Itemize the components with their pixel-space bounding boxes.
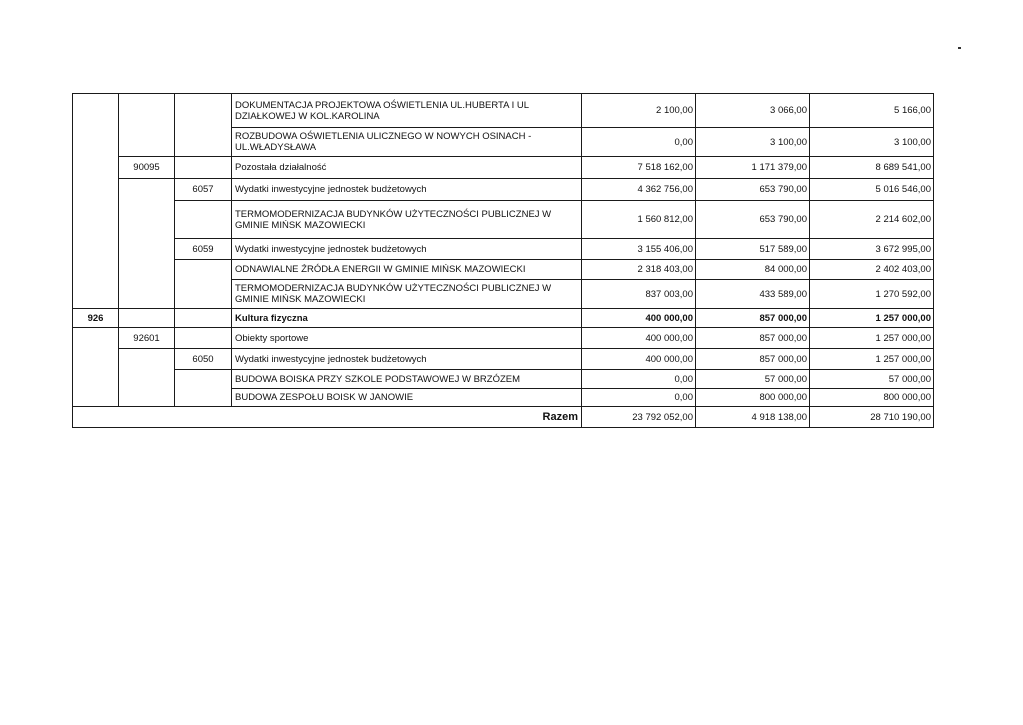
table-row xyxy=(73,239,934,260)
amount-change-cell: 857 000,00 xyxy=(696,328,810,349)
dzial-cell xyxy=(73,260,119,280)
rozdzial-cell xyxy=(119,128,175,157)
description-cell: Wydatki inwestycyjne jednostek budżetowych xyxy=(232,239,582,260)
rozdzial-cell xyxy=(119,349,175,370)
amount-change-cell: 653 790,00 xyxy=(696,179,810,201)
total-change-cell: 4 918 138,00 xyxy=(696,407,810,428)
amount-after-cell: 1 257 000,00 xyxy=(810,328,934,349)
table-row xyxy=(73,260,934,280)
paragraf-cell xyxy=(175,128,232,157)
total-plan-cell: 23 792 052,00 xyxy=(582,407,696,428)
dzial-cell xyxy=(73,128,119,157)
amount-change-cell: 857 000,00 xyxy=(696,349,810,370)
rozdzial-cell: 92601 xyxy=(119,328,175,349)
description-cell: ROZBUDOWA OŚWIETLENIA ULICZNEGO W NOWYCH OSINACH - UL.WŁADYSŁAWA xyxy=(232,128,582,157)
amount-after-cell: 3 672 995,00 xyxy=(810,239,934,260)
amount-plan-cell: 400 000,00 xyxy=(582,328,696,349)
description-cell: ODNAWIALNE ŹRÓDŁA ENERGII W GMINIE MIŃSK MAZOWIECKI xyxy=(232,260,582,280)
amount-after-cell: 2 214 602,00 xyxy=(810,201,934,239)
dzial-cell xyxy=(73,349,119,370)
description-cell: Wydatki inwestycyjne jednostek budżetowych xyxy=(232,179,582,201)
rozdzial-cell: 90095 xyxy=(119,157,175,179)
paragraf-cell xyxy=(175,280,232,309)
amount-change-cell: 84 000,00 xyxy=(696,260,810,280)
amount-plan-cell: 2 318 403,00 xyxy=(582,260,696,280)
description-cell: BUDOWA ZESPOŁU BOISK W JANOWIE xyxy=(232,389,582,407)
paragraf-cell xyxy=(175,157,232,179)
amount-after-cell: 1 270 592,00 xyxy=(810,280,934,309)
amount-after-cell: 1 257 000,00 xyxy=(810,309,934,328)
rozdzial-cell xyxy=(119,260,175,280)
total-after-cell: 28 710 190,00 xyxy=(810,407,934,428)
amount-plan-cell: 400 000,00 xyxy=(582,309,696,328)
table-row xyxy=(73,309,934,328)
amount-change-cell: 857 000,00 xyxy=(696,309,810,328)
amount-change-cell: 57 000,00 xyxy=(696,370,810,389)
amount-plan-cell: 0,00 xyxy=(582,370,696,389)
rozdzial-cell xyxy=(119,239,175,260)
table-row xyxy=(73,370,934,389)
paragraf-cell: 6057 xyxy=(175,179,232,201)
paragraf-cell xyxy=(175,328,232,349)
dzial-cell xyxy=(73,280,119,309)
description-cell: DOKUMENTACJA PROJEKTOWA OŚWIETLENIA UL.HUBERTA I UL DZIAŁKOWEJ W KOL.KAROLINA xyxy=(232,94,582,128)
amount-change-cell: 800 000,00 xyxy=(696,389,810,407)
total-label: Razem xyxy=(73,407,582,428)
dzial-cell: 926 xyxy=(73,309,119,328)
dzial-cell xyxy=(73,389,119,407)
description-cell: Kultura fizyczna xyxy=(232,309,582,328)
amount-after-cell: 5 016 546,00 xyxy=(810,179,934,201)
dzial-cell xyxy=(73,157,119,179)
paragraf-cell xyxy=(175,260,232,280)
table-row xyxy=(73,157,934,179)
table-row xyxy=(73,201,934,239)
table-row xyxy=(73,128,934,157)
table-row xyxy=(73,328,934,349)
amount-after-cell: 800 000,00 xyxy=(810,389,934,407)
paragraf-cell xyxy=(175,309,232,328)
rozdzial-cell xyxy=(119,94,175,128)
budget-table xyxy=(72,93,934,428)
dzial-cell xyxy=(73,328,119,349)
paragraf-cell xyxy=(175,389,232,407)
rozdzial-cell xyxy=(119,201,175,239)
table-row xyxy=(73,179,934,201)
amount-after-cell: 3 100,00 xyxy=(810,128,934,157)
description-cell: BUDOWA BOISKA PRZY SZKOLE PODSTAWOWEJ W BRZÓZEM xyxy=(232,370,582,389)
paragraf-cell xyxy=(175,201,232,239)
amount-after-cell: 57 000,00 xyxy=(810,370,934,389)
table-row xyxy=(73,280,934,309)
paragraf-cell: 6050 xyxy=(175,349,232,370)
paragraf-cell xyxy=(175,370,232,389)
rozdzial-cell xyxy=(119,280,175,309)
dzial-cell xyxy=(73,201,119,239)
amount-plan-cell: 0,00 xyxy=(582,128,696,157)
amount-change-cell: 3 100,00 xyxy=(696,128,810,157)
amount-after-cell: 8 689 541,00 xyxy=(810,157,934,179)
amount-plan-cell: 7 518 162,00 xyxy=(582,157,696,179)
amount-change-cell: 653 790,00 xyxy=(696,201,810,239)
description-cell: TERMOMODERNIZACJA BUDYNKÓW UŻYTECZNOŚCI PUBLICZNEJ W GMINIE MIŃSK MAZOWIECKI xyxy=(232,201,582,239)
amount-after-cell: 5 166,00 xyxy=(810,94,934,128)
dzial-cell xyxy=(73,94,119,128)
description-cell: TERMOMODERNIZACJA BUDYNKÓW UŻYTECZNOŚCI PUBLICZNEJ W GMINIE MIŃSK MAZOWIECKI xyxy=(232,280,582,309)
amount-change-cell: 517 589,00 xyxy=(696,239,810,260)
amount-plan-cell: 400 000,00 xyxy=(582,349,696,370)
table-row xyxy=(73,94,934,128)
paragraf-cell xyxy=(175,94,232,128)
amount-change-cell: 1 171 379,00 xyxy=(696,157,810,179)
description-cell: Wydatki inwestycyjne jednostek budżetowych xyxy=(232,349,582,370)
description-cell: Pozostała działalność xyxy=(232,157,582,179)
description-cell: Obiekty sportowe xyxy=(232,328,582,349)
rozdzial-cell xyxy=(119,179,175,201)
amount-plan-cell: 1 560 812,00 xyxy=(582,201,696,239)
amount-change-cell: 3 066,00 xyxy=(696,94,810,128)
total-row xyxy=(73,407,934,428)
rozdzial-cell xyxy=(119,389,175,407)
dzial-cell xyxy=(73,179,119,201)
dzial-cell xyxy=(73,239,119,260)
table-row xyxy=(73,349,934,370)
rozdzial-cell xyxy=(119,309,175,328)
amount-plan-cell: 3 155 406,00 xyxy=(582,239,696,260)
amount-change-cell: 433 589,00 xyxy=(696,280,810,309)
amount-plan-cell: 837 003,00 xyxy=(582,280,696,309)
amount-plan-cell: 2 100,00 xyxy=(582,94,696,128)
amount-after-cell: 2 402 403,00 xyxy=(810,260,934,280)
amount-plan-cell: 0,00 xyxy=(582,389,696,407)
amount-after-cell: 1 257 000,00 xyxy=(810,349,934,370)
rozdzial-cell xyxy=(119,370,175,389)
scan-speck xyxy=(958,47,961,49)
amount-plan-cell: 4 362 756,00 xyxy=(582,179,696,201)
table-row xyxy=(73,389,934,407)
paragraf-cell: 6059 xyxy=(175,239,232,260)
dzial-cell xyxy=(73,370,119,389)
